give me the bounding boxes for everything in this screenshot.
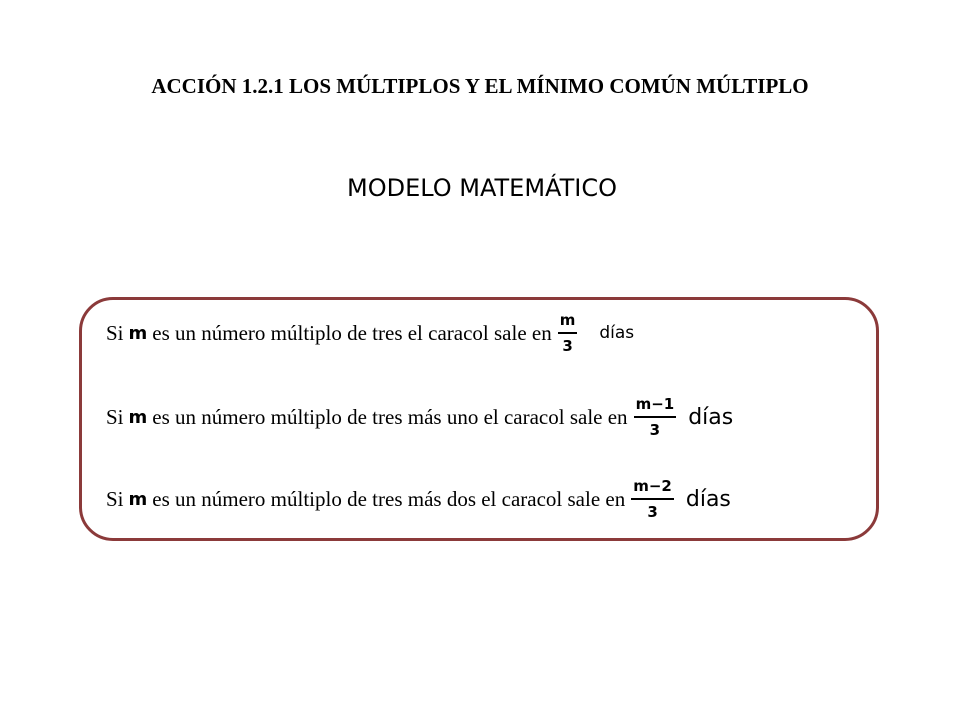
fraction-denominator: 3: [562, 337, 573, 355]
rule-line-multiple-of-three: [106, 310, 634, 356]
rule-unit: días: [688, 404, 734, 430]
rule-line-multiple-of-three-plus-one: [106, 394, 733, 440]
rule-prefix: Si: [106, 404, 124, 429]
fraction-numerator: m−2: [631, 476, 674, 500]
rule-prefix: Si: [106, 486, 124, 511]
section-subtitle: MODELO MATEMÁTICO: [346, 174, 617, 202]
page-title: ACCIÓN 1.2.1 LOS MÚLTIPLOS Y EL MÍNIMO COMÚN MÚLTIPLO: [151, 74, 809, 98]
rule-fraction: [558, 310, 578, 356]
rule-line-multiple-of-three-plus-two: [106, 476, 731, 522]
rule-text: es un número múltiplo de tres el caracol sale en: [152, 320, 552, 345]
rule-variable: m: [128, 406, 148, 428]
rule-unit: días: [599, 323, 635, 343]
rule-unit: días: [685, 486, 731, 512]
rule-prefix: Si: [106, 320, 124, 345]
rule-fraction: [634, 394, 677, 440]
fraction-numerator: m: [558, 310, 578, 334]
rule-variable: m: [128, 322, 148, 344]
fraction-denominator: 3: [647, 503, 658, 521]
rule-text: es un número múltiplo de tres más uno el caracol sale en: [152, 404, 628, 429]
rule-variable: m: [128, 488, 148, 510]
rule-fraction: [631, 476, 674, 522]
fraction-denominator: 3: [649, 421, 661, 439]
rule-text: es un número múltiplo de tres más dos el caracol sale en: [152, 486, 626, 511]
fraction-numerator: m−1: [634, 394, 677, 418]
